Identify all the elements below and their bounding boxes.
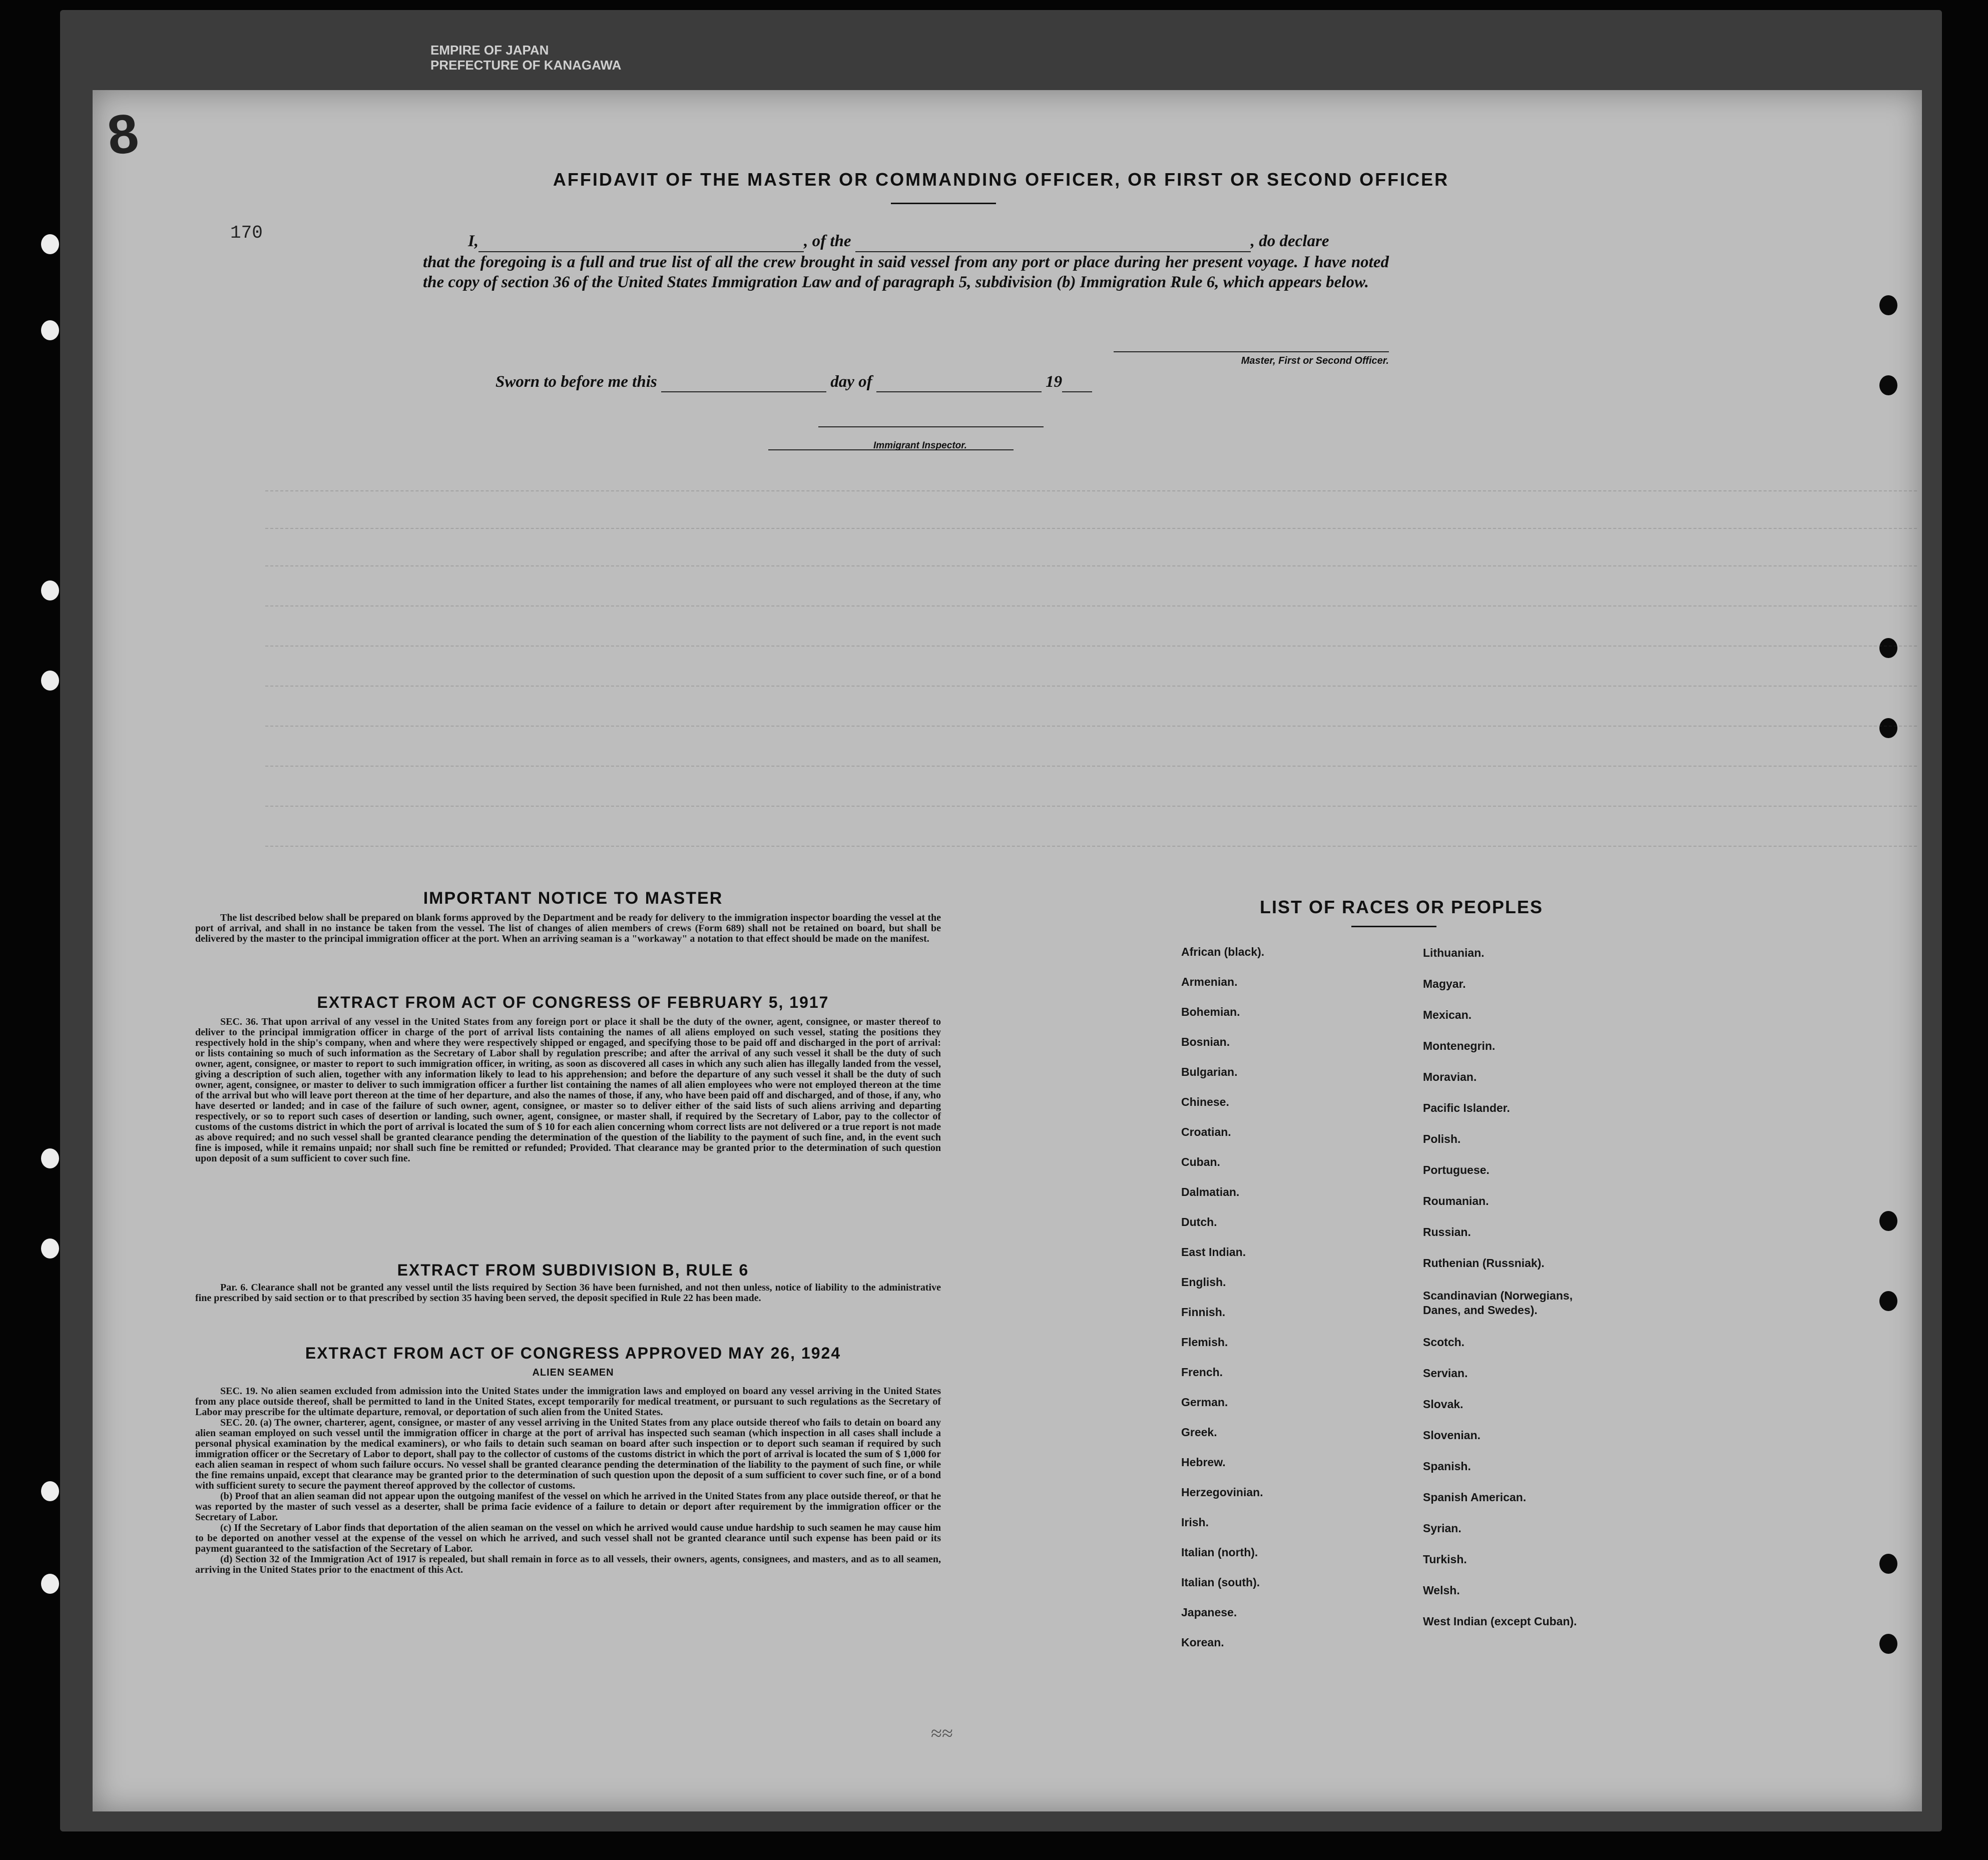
race-item: Finnish. xyxy=(1181,1306,1226,1319)
race-item: English. xyxy=(1181,1276,1226,1289)
declaration-line xyxy=(423,231,1389,252)
binder-hole-icon xyxy=(1879,295,1897,315)
bleed-through xyxy=(265,846,1917,858)
race-item: Moravian. xyxy=(1423,1070,1477,1083)
binder-hole-icon xyxy=(41,580,59,600)
back-label-line: PREFECTURE OF KANAGAWA xyxy=(430,58,622,73)
race-item: Greek. xyxy=(1181,1426,1217,1439)
sworn-year-field[interactable] xyxy=(1062,373,1092,392)
declare-suffix: , do declare xyxy=(1250,232,1329,250)
back-sheet-label xyxy=(430,43,621,73)
race-item: Bulgarian. xyxy=(1181,1065,1238,1078)
race-item: Chinese. xyxy=(1181,1095,1229,1108)
sworn-month-prefix: day of xyxy=(830,373,872,391)
race-item: Servian. xyxy=(1423,1367,1468,1380)
race-item: Spanish American. xyxy=(1423,1491,1527,1504)
race-item: Pacific Islander. xyxy=(1423,1101,1510,1114)
extract-1924-text xyxy=(195,1386,941,1575)
race-item: Polish. xyxy=(1423,1132,1461,1145)
bleed-through xyxy=(265,766,1917,778)
race-item: Slovak. xyxy=(1423,1398,1463,1411)
race-item: French. xyxy=(1181,1366,1223,1379)
sworn-month-field[interactable] xyxy=(876,373,1042,392)
master-signature-field[interactable] xyxy=(1114,351,1389,352)
notice-text xyxy=(195,913,941,944)
sworn-prefix: Sworn to before me this xyxy=(495,373,657,391)
binder-hole-icon xyxy=(1879,1291,1897,1311)
sec-19-paragraph: SEC. 19. No alien seamen excluded from admission into the United States under the immigration laws and employed on board any vessel arriving in the United States from any place outside thereof, shall be permitted to land in the United States, except temporarily for medical treatment, or pursuant to such regulations as the Secretary of Labor may prescribe for the ultimate departure, removal, or deportation of such alien from the United States. xyxy=(195,1386,941,1418)
race-item: Irish. xyxy=(1181,1516,1209,1529)
race-item: Croatian. xyxy=(1181,1125,1231,1138)
race-item: Flemish. xyxy=(1181,1336,1228,1349)
race-item: Herzegovinian. xyxy=(1181,1486,1263,1499)
stray-marks: ≈≈ xyxy=(931,1722,953,1744)
bleed-through xyxy=(265,565,1917,577)
binder-hole-icon xyxy=(41,1574,59,1594)
inspector-caption: Immigrant Inspector. xyxy=(873,440,967,451)
race-item: Bohemian. xyxy=(1181,1005,1240,1018)
rule-6-text xyxy=(195,1283,941,1304)
race-item: Roumanian. xyxy=(1423,1194,1489,1207)
sworn-year: 19 xyxy=(1046,373,1063,391)
extract-1917-title: EXTRACT FROM ACT OF CONGRESS OF FEBRUARY 5, 1917 xyxy=(317,993,829,1011)
race-item: Japanese. xyxy=(1181,1606,1237,1619)
binder-hole-icon xyxy=(41,234,59,254)
title-rule xyxy=(891,203,996,204)
race-item: Scandinavian (Norwegians, Danes, and Swedes). xyxy=(1423,1289,1573,1317)
race-item: Welsh. xyxy=(1423,1584,1460,1597)
affidavit-text: that the foregoing is a full and true list of all the crew brought in said vessel from any port or place during her present voyage. I have noted the copy of section 36 of the United States Immigration Law and of paragraph 5, subdivision (b) Immigration Rule 6, which appears below. xyxy=(423,253,1389,291)
sec-20a-paragraph: SEC. 20. (a) The owner, charterer, agent, consignee, or master of any vessel arriving in the United States from any place outside thereof who fails to detain on board any alien seaman employed on such vessel until the immigration officer in charge at the port of arrival has inspected such seaman (which inspection in all cases shall include a personal physical examination by the medical examiners), or who fails to detain such seaman on board after such inspection or to deport such seaman if required by such immigration officer or the Secretary of Labor to deport, shall pay to the collector of customs of the customs district in which the port of arrival is located the sum of $ 1,000 for each alien seaman in respect of whom such failure occurs. No vessel shall be granted clearance pending the determination of the liability to the payment of such fine, or while the fine remains unpaid, except that clearance may be granted prior to the determination of such question upon the deposit of a sum sufficient to cover such fine, or of a bond with sufficient surety to secure the payment thereof approved by the collector of customs. xyxy=(195,1417,941,1491)
bleed-through xyxy=(265,528,1917,540)
declarant-prefix: I, xyxy=(468,232,479,250)
binder-hole-icon xyxy=(41,1148,59,1168)
rule-6-paragraph: Par. 6. Clearance shall not be granted any vessel until the lists required by Section 36 have been furnished, and not then unless, notice of liability to the administrative fine prescribed by said section or to that prescribed by section 35 having been served, the deposit specified in Rule 22 has been made. xyxy=(195,1282,941,1304)
race-item: Ruthenian (Russniak). xyxy=(1423,1257,1545,1270)
binder-hole-icon xyxy=(41,1481,59,1501)
declarant-name-field[interactable] xyxy=(478,231,804,252)
alien-seamen-subtitle: ALIEN SEAMEN xyxy=(532,1367,614,1378)
sworn-line xyxy=(495,373,1092,392)
race-item: Russian. xyxy=(1423,1225,1471,1238)
sec-20d-paragraph: (d) Section 32 of the Immigration Act of 1917 is repealed, but shall remain in force as to all vessels, their owners, agents, consignees, and masters, and as to all seamen, arriving in the United States prior to the enactment of this Act. xyxy=(195,1554,941,1575)
vessel-prefix: , of the xyxy=(804,232,851,250)
extract-1924-title: EXTRACT FROM ACT OF CONGRESS APPROVED MAY 26, 1924 xyxy=(305,1344,841,1362)
race-item: West Indian (except Cuban). xyxy=(1423,1615,1577,1628)
race-item: Bosnian. xyxy=(1181,1035,1230,1048)
binder-hole-icon xyxy=(1879,1634,1897,1654)
inspector-signature-field[interactable] xyxy=(818,426,1044,427)
race-item: Dutch. xyxy=(1181,1215,1217,1228)
race-item: German. xyxy=(1181,1396,1228,1409)
races-title: LIST OF RACES OR PEOPLES xyxy=(1259,897,1544,917)
affidavit-body xyxy=(423,231,1389,292)
race-item: Turkish. xyxy=(1423,1553,1467,1566)
binder-hole-icon xyxy=(1879,375,1897,395)
binder-hole-icon xyxy=(1879,1554,1897,1574)
race-item: Syrian. xyxy=(1423,1522,1461,1535)
extract-1917-text xyxy=(195,1017,941,1164)
race-item: African (black). xyxy=(1181,945,1265,958)
race-item: Mexican. xyxy=(1423,1008,1472,1021)
vessel-name-field[interactable] xyxy=(855,231,1251,252)
race-item: Montenegrin. xyxy=(1423,1039,1496,1052)
section-36-paragraph: SEC. 36. That upon arrival of any vessel in the United States from any foreign port or place it shall be the duty of the owner, agent, consignee, or master thereof to deliver to the principal immigration officer in charge of the port of arrival lists containing the names of all aliens employed on such vessel, stating the positions they respectively hold in the ship's company, when and where they were respectively shipped or engaged, and specifying those to be paid off and discharged in the port of arrival: or lists containing so much of such information as the Secretary of Labor shall by regulation prescribe; and after the arrival of any such vessel it shall be the duty of such owner, agent, consignee, or master to report to such immigration officer, in writing, as soon as discovered all cases in which any such alien has illegally landed from the vessel, giving a description of such alien, together with any information likely to lead to his apprehension; and before the departure of any such vessel it shall be the duty of such owner, agent, consignee, or master to deliver to such immigration officer a further list containing the names of all alien employees who were not employed thereon at the time of the arrival but who will leave port thereon at the time of her departure, and also the names of those, if any, who have been paid off and discharged, and of those, if any, who have deserted or landed; and in case of the failure of such owner, agent, consignee, or master so to deliver either of the said lists of such aliens arriving and departing respectively, or so to report such cases of desertion or landing, such owner, agent, consignee, or master shall, if required by the Secretary of Labor, pay to the collector of customs of the customs district in which the port of arrival is located the sum of $ 10 for each alien concerning whom correct lists are not delivered or a true report is not made as above required; and no such vessel shall be granted clearance pending the determination of the question of the liability to the payment of such fine, and, in the event such fine is imposed, while it remains unpaid; nor shall such fine be remitted or refunded; Provided. That clearance may be granted prior to the determination of such question upon deposit of a sum sufficient to cover such fine. xyxy=(195,1016,941,1164)
race-item: Cuban. xyxy=(1181,1155,1220,1168)
race-item: Armenian. xyxy=(1181,975,1238,988)
bleed-through xyxy=(265,806,1917,818)
bleed-through xyxy=(265,646,1917,658)
race-item: Portuguese. xyxy=(1423,1163,1489,1176)
sec-20c-paragraph: (c) If the Secretary of Labor finds that deportation of the alien seaman on the vessel on which he arrived would cause undue hardship to such seamen he may cause him to be deported on another vessel at the expense of the vessel on which he arrived, and such vessel shall not be granted clearance until such expense has been paid or its payment guaranteed to the satisfaction of the Secretary of Labor. xyxy=(195,1522,941,1554)
sworn-day-field[interactable] xyxy=(661,373,826,392)
bleed-through xyxy=(265,726,1917,738)
race-item: Hebrew. xyxy=(1181,1456,1226,1469)
race-item: Dalmatian. xyxy=(1181,1185,1240,1198)
sec-20b-paragraph: (b) Proof that an alien seaman did not appear upon the outgoing manifest of the vessel on which he arrived in the United States from any place outside thereof, or that he was reported by the master of such vessel as a deserter, shall be prima facie evidence of a failure to detain or deport after requirement by the immigration officer or the Secretary of Labor. xyxy=(195,1491,941,1523)
master-signature-caption: Master, First or Second Officer. xyxy=(1241,355,1389,366)
corner-mark: 8 xyxy=(104,102,142,167)
race-item: Italian (north). xyxy=(1181,1546,1258,1559)
notice-paragraph: The list described below shall be prepared on blank forms approved by the Department and be ready for delivery to the immigration inspector boarding the vessel at the port of arrival, and shall in no instance be taken from the vessel. The list of changes of alien members of crews (Form 689) shall not be retained on board, but shall be delivered by the master to the principal immigration officer at the port. When an arriving seaman is a "workaway" a notation to that effect should be made on the manifest. xyxy=(195,912,941,944)
side-number: 170 xyxy=(230,223,263,243)
race-item: East Indian. xyxy=(1181,1246,1246,1259)
race-item: Magyar. xyxy=(1423,977,1466,990)
title-rule xyxy=(1351,926,1436,927)
race-item: Scotch. xyxy=(1423,1336,1465,1349)
race-item: Spanish. xyxy=(1423,1460,1471,1473)
bleed-through xyxy=(265,686,1917,698)
binder-hole-icon xyxy=(41,320,59,340)
binder-hole-icon xyxy=(41,671,59,691)
rule-6-title: EXTRACT FROM SUBDIVISION B, RULE 6 xyxy=(397,1261,749,1279)
race-item: Slovenian. xyxy=(1423,1429,1481,1442)
notice-title: IMPORTANT NOTICE TO MASTER xyxy=(423,889,723,908)
race-item: Lithuanian. xyxy=(1423,946,1484,959)
race-item: Korean. xyxy=(1181,1636,1224,1649)
bleed-through xyxy=(265,605,1917,617)
binder-hole-icon xyxy=(1879,1211,1897,1231)
bleed-through xyxy=(265,490,1917,502)
binder-hole-icon xyxy=(41,1238,59,1259)
back-label-line: EMPIRE OF JAPAN xyxy=(430,43,549,58)
affidavit-title: AFFIDAVIT OF THE MASTER OR COMMANDING OFFICER, OR FIRST OR SECOND OFFICER xyxy=(553,169,1449,190)
race-item: Italian (south). xyxy=(1181,1576,1260,1589)
